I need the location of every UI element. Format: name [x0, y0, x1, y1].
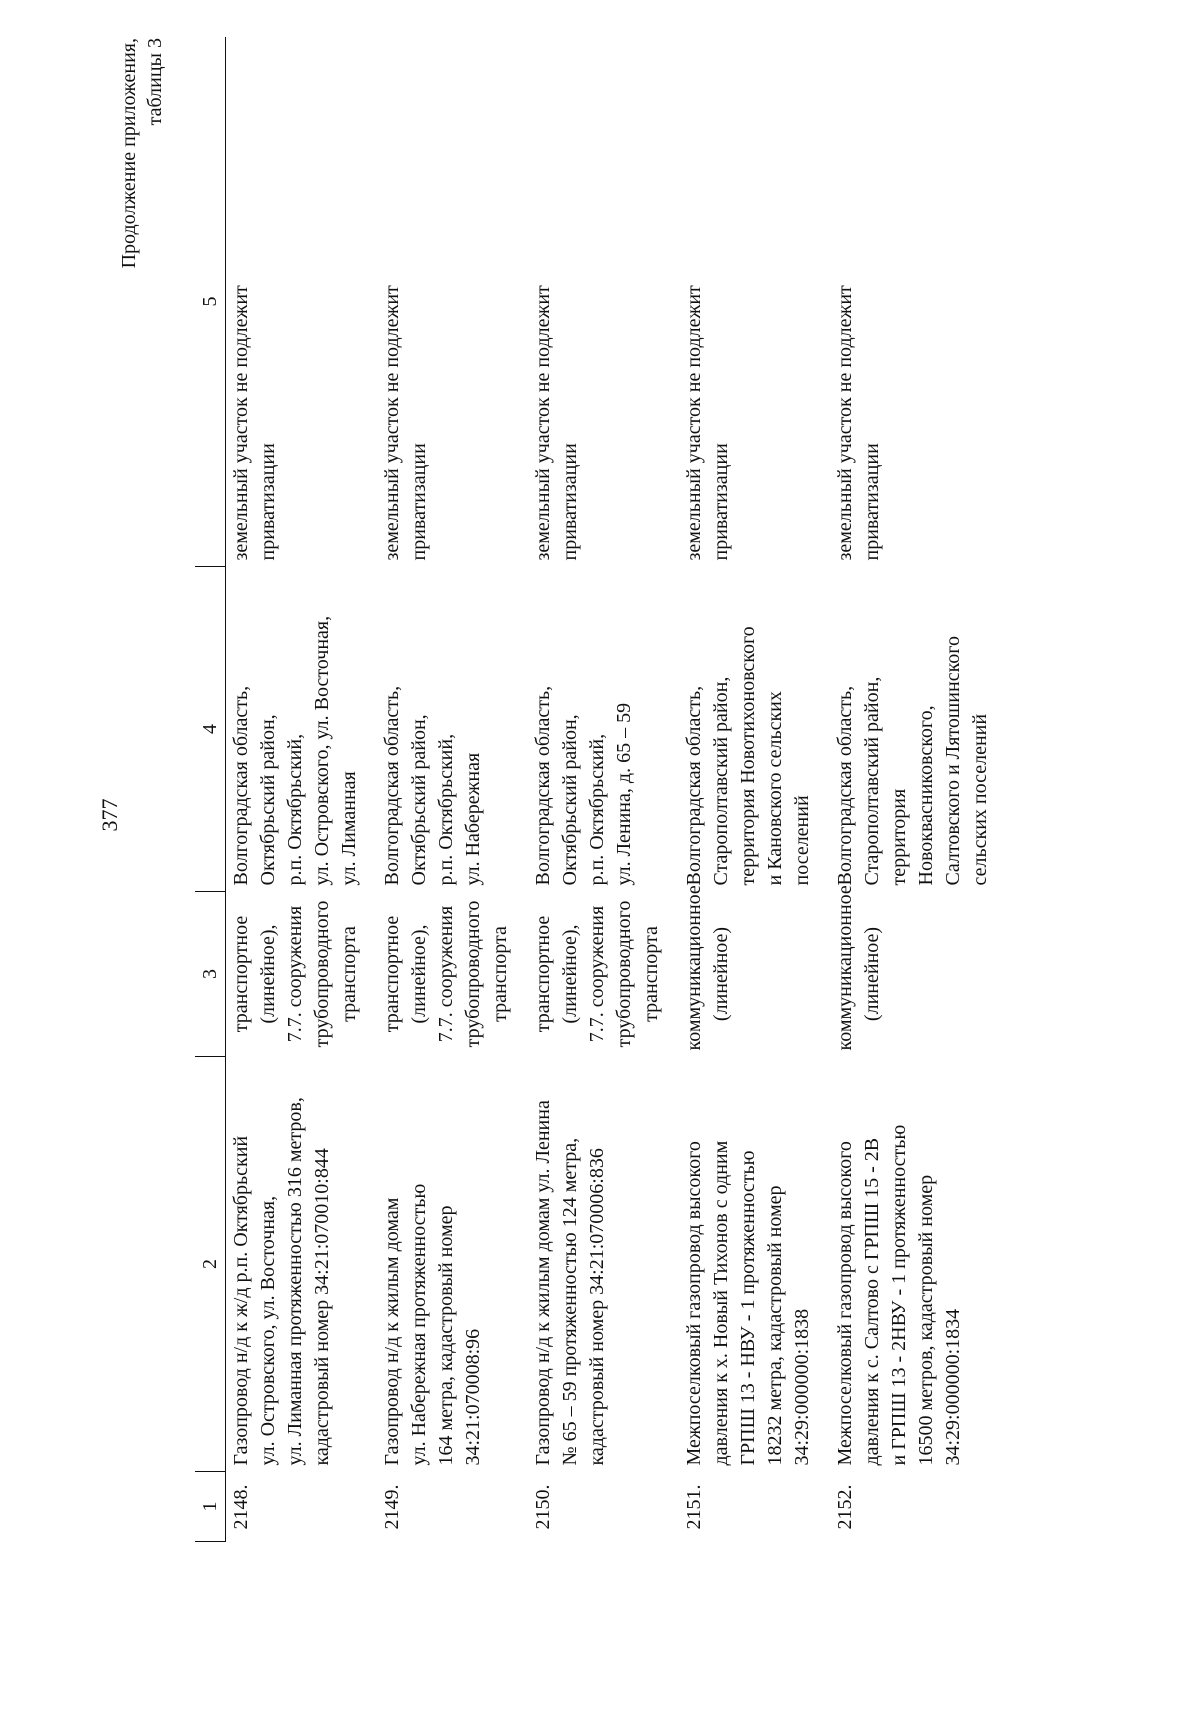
name-line: кадастровый номер 34:21:070006:836 — [585, 1148, 608, 1466]
row-number: 2152. — [833, 1484, 856, 1530]
name-line: Межпоселковый газопровод высокого — [833, 1141, 856, 1466]
note-line: приватизации — [407, 443, 430, 561]
location-line: сельских поселений — [968, 713, 991, 886]
type-line: транспортное — [380, 915, 403, 1033]
location-line: территория — [887, 788, 910, 886]
cell-location — [377, 567, 528, 892]
name-line: № 65 – 59 протяженностью 124 метра, — [558, 1137, 581, 1466]
name-line: 164 метра, кадастровый номер — [434, 1205, 457, 1466]
row-number: 2150. — [531, 1484, 554, 1530]
header-col-4: 4 — [195, 567, 226, 892]
location-line: р.п. Октябрьский, — [434, 733, 457, 886]
name-line: давления к с. Салтово с ГРПШ 15 - 2В — [860, 1137, 883, 1466]
cell-name — [377, 1057, 528, 1472]
name-line: Межпоселковый газопровод высокого — [682, 1141, 705, 1466]
header-col-2: 2 — [195, 1057, 226, 1472]
type-line: трубопроводного — [461, 900, 484, 1048]
table-body — [226, 37, 996, 1542]
type-line: 7.7. сооружения — [585, 905, 608, 1043]
note-line: приватизации — [860, 443, 883, 561]
continuation-caption — [116, 38, 180, 358]
continuation-line-2: таблицы 3 — [144, 38, 166, 126]
cell-location — [528, 567, 679, 892]
rotated-table — [195, 37, 991, 1542]
name-line: 18232 метра, кадастровый номер — [763, 1185, 786, 1466]
name-line: 34:29:000000:1838 — [790, 1308, 813, 1466]
location-line: ул. Набережная — [461, 752, 484, 886]
header-row — [195, 37, 226, 1542]
note-line: земельный участок не подлежит — [380, 285, 403, 561]
location-line: Старополтавский район, — [860, 676, 883, 886]
type-line: транспортное — [531, 915, 554, 1033]
location-line: Волгоградская область, — [833, 685, 856, 886]
name-line: ГРПШ 13 - НВУ - 1 протяженностью — [736, 1150, 759, 1466]
cell-type — [377, 892, 528, 1057]
cell-type — [226, 892, 377, 1057]
objects-table — [195, 37, 996, 1542]
name-line: Газопровод н/д к ж/д р.п. Октябрьский — [230, 1135, 252, 1466]
note-line: приватизации — [257, 443, 279, 561]
type-line: 7.7. сооружения — [434, 905, 457, 1043]
table-row — [679, 37, 830, 1542]
cell-type — [679, 885, 830, 1057]
type-line: (линейное) — [709, 926, 732, 1022]
location-line: Старополтавский район, — [709, 676, 732, 886]
row-number: 2149. — [380, 1484, 403, 1530]
name-line: ул. Лиманная протяженностью 316 метров, — [284, 1097, 306, 1466]
location-line: и Кановского сельских — [763, 691, 786, 886]
cell-note — [226, 37, 377, 567]
location-line: Октябрьский район, — [407, 714, 430, 886]
type-line: (линейное) — [860, 926, 883, 1022]
cell-note — [679, 37, 830, 567]
table-row — [377, 37, 528, 1542]
row-number: 2148. — [230, 1484, 252, 1530]
name-line: и ГРПШ 13 - 2НВУ - 1 протяженностью — [887, 1124, 910, 1466]
cell-name — [226, 1057, 377, 1472]
cell-name — [528, 1057, 679, 1472]
type-line: транспортное — [230, 915, 252, 1033]
type-line: 7.7. сооружения — [284, 905, 306, 1043]
header-col-3: 3 — [195, 892, 226, 1057]
header-col-1: 1 — [195, 1472, 226, 1542]
location-line: поселений — [790, 795, 813, 886]
location-line: Салтовского и Лятошинского — [941, 636, 964, 886]
location-line: Волгоградская область, — [682, 685, 705, 886]
cell-name — [679, 1057, 830, 1472]
cell-location — [830, 567, 996, 892]
location-line: ул. Островского, ул. Восточная, — [311, 615, 333, 886]
location-line: Волгоградская область, — [230, 685, 252, 886]
cell-location — [679, 567, 830, 892]
type-line: коммуникационное — [682, 885, 705, 1051]
location-line: р.п. Октябрьский, — [585, 733, 608, 886]
location-line: Волгоградская область, — [380, 685, 403, 886]
type-line: (линейное), — [257, 924, 279, 1024]
table-row — [528, 37, 679, 1542]
name-line: 34:21:070008:96 — [461, 1328, 484, 1466]
type-line: (линейное), — [558, 924, 581, 1024]
cell-location — [226, 567, 377, 892]
location-line: ул. Ленина, д. 65 – 59 — [612, 702, 635, 886]
name-line: ул. Набережная протяженностью — [407, 1183, 430, 1466]
location-line: Октябрьский район, — [558, 714, 581, 886]
type-line: трубопроводного — [311, 900, 333, 1048]
note-line: земельный участок не подлежит — [682, 285, 705, 561]
type-line: трубопроводного — [612, 900, 635, 1048]
type-line: транспорта — [639, 926, 662, 1022]
cell-type — [528, 892, 679, 1057]
table-row — [226, 37, 377, 1542]
note-line: приватизации — [558, 443, 581, 561]
location-line: р.п. Октябрьский, — [284, 733, 306, 886]
location-line: ул. Лиманная — [338, 771, 360, 886]
note-line: земельный участок не подлежит — [833, 285, 856, 561]
cell-type — [830, 885, 996, 1057]
note-line: земельный участок не подлежит — [531, 285, 554, 561]
cell-note — [830, 37, 996, 567]
page-number: 377 — [97, 798, 122, 832]
cell-note — [528, 37, 679, 567]
location-line: Волгоградская область, — [531, 685, 554, 886]
type-line: транспорта — [488, 926, 511, 1022]
cell-note — [377, 37, 528, 567]
note-line: земельный участок не подлежит — [230, 285, 252, 561]
name-line: Газопровод н/д к жилым домам — [380, 1197, 403, 1466]
header-col-5: 5 — [195, 37, 226, 567]
location-line: территория Новотихоновского — [736, 626, 759, 886]
row-number: 2151. — [682, 1484, 705, 1530]
name-line: кадастровый номер 34:21:070010:844 — [311, 1148, 333, 1466]
name-line: давления к х. Новый Тихонов с одним — [709, 1140, 732, 1466]
continuation-line-1: Продолжение приложения, — [118, 38, 140, 269]
cell-name — [830, 1057, 996, 1472]
type-line: транспорта — [338, 926, 360, 1022]
name-line: 16500 метров, кадастровый номер — [914, 1174, 937, 1466]
type-line: коммуникационное — [833, 885, 856, 1051]
name-line: Газопровод н/д к жилым домам ул. Ленина — [531, 1100, 554, 1466]
table-row — [830, 37, 996, 1542]
note-line: приватизации — [709, 443, 732, 561]
location-line: Новоквасниковского, — [914, 705, 937, 886]
name-line: ул. Островского, ул. Восточная, — [257, 1195, 279, 1466]
location-line: Октябрьский район, — [257, 714, 279, 886]
type-line: (линейное), — [407, 924, 430, 1024]
name-line: 34:29:000000:1834 — [941, 1308, 964, 1466]
